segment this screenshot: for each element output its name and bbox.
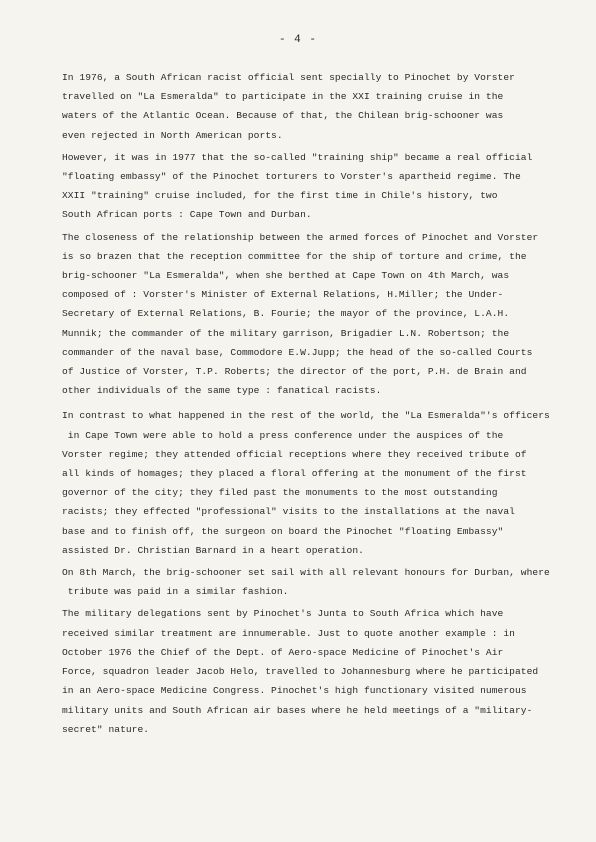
text-line: other individuals of the same type : fanatical racists. (62, 385, 382, 397)
text-line: Secretary of External Relations, B. Fourie; the mayor of the province, L.A.H. (62, 308, 510, 320)
text-line: even rejected in North American ports. (62, 129, 283, 141)
text-line: October 1976 the Chief of the Dept. of Aero-space Medicine of Pinochet's Air (62, 646, 504, 658)
text-line: base and to finish off, the surgeon on board the Pinochet "floating Embassy" (62, 525, 504, 537)
paragraph-5 (62, 563, 582, 601)
text-line: In contrast to what happened in the rest of the world, the "La Esmeralda"'s officers (62, 410, 550, 422)
text-line: brig-schooner "La Esmeralda", when she berthed at Cape Town on 4th March, was (62, 270, 510, 282)
paragraph-4 (62, 406, 582, 560)
text-line: waters of the Atlantic Ocean. Because of that, the Chilean brig-schooner was (62, 110, 504, 122)
text-line: is so brazen that the reception committee for the ship of torture and crime, the (62, 250, 527, 262)
text-line: "floating embassy" of the Pinochet torturers to Vorster's apartheid regime. The (62, 171, 521, 183)
text-line: XXII "training" cruise included, for the first time in Chile's history, two (62, 190, 498, 202)
text-line: commander of the naval base, Commodore E.W.Jupp; the head of the so-called Courts (62, 346, 533, 358)
paragraph-1 (62, 68, 582, 145)
text-line: military units and South African air bases where he held meetings of a "military- (62, 704, 533, 716)
text-line: However, it was in 1977 that the so-called "training ship" became a real official (62, 151, 533, 163)
text-line: On 8th March, the brig-schooner set sail with all relevant honours for Durban, where (62, 567, 550, 579)
text-line: Force, squadron leader Jacob Helo, travelled to Johannesburg where he participated (62, 666, 539, 678)
text-line: The closeness of the relationship between the armed forces of Pinochet and Vorster (62, 231, 539, 243)
text-line: composed of : Vorster's Minister of External Relations, H.Miller; the Under- (62, 289, 504, 301)
text-line: received similar treatment are innumerable. Just to quote another example : in (62, 627, 515, 639)
text-line: Vorster regime; they attended official receptions where they received tribute of (62, 448, 527, 460)
text-line: in Cape Town were able to hold a press conference under the auspices of the (62, 429, 504, 441)
text-line: governor of the city; they filed past the monuments to the most outstanding (62, 487, 498, 499)
text-line: in an Aero-space Medicine Congress. Pinochet's high functionary visited numerous (62, 685, 527, 697)
text-line: assisted Dr. Christian Barnard in a heart operation. (62, 544, 364, 556)
text-line: In 1976, a South African racist official sent specially to Pinochet by Vorster (62, 72, 515, 83)
text-line: tribute was paid in a similar fashion. (62, 586, 289, 598)
text-line: secret" nature. (62, 723, 150, 735)
text-line: racists; they effected "professional" visits to the installations at the naval (62, 506, 515, 518)
text-line: all kinds of homages; they placed a floral offering at the monument of the first (62, 468, 527, 480)
text-line: South African ports : Cape Town and Durban. (62, 209, 312, 221)
paragraph-3 (62, 228, 582, 401)
page-number: - 4 - (278, 34, 317, 46)
text-line: travelled on "La Esmeralda" to participate in the XXI training cruise in the (62, 91, 504, 103)
paragraph-6 (62, 604, 582, 738)
text-line: The military delegations sent by Pinochet's Junta to South Africa which have (62, 608, 504, 620)
paragraph-2 (62, 148, 582, 225)
document-body (62, 68, 582, 739)
text-line: of Justice of Vorster, T.P. Roberts; the director of the port, P.H. de Brain and (62, 366, 527, 378)
text-line: Munnik; the commander of the military garrison, Brigadier L.N. Robertson; the (62, 327, 510, 339)
